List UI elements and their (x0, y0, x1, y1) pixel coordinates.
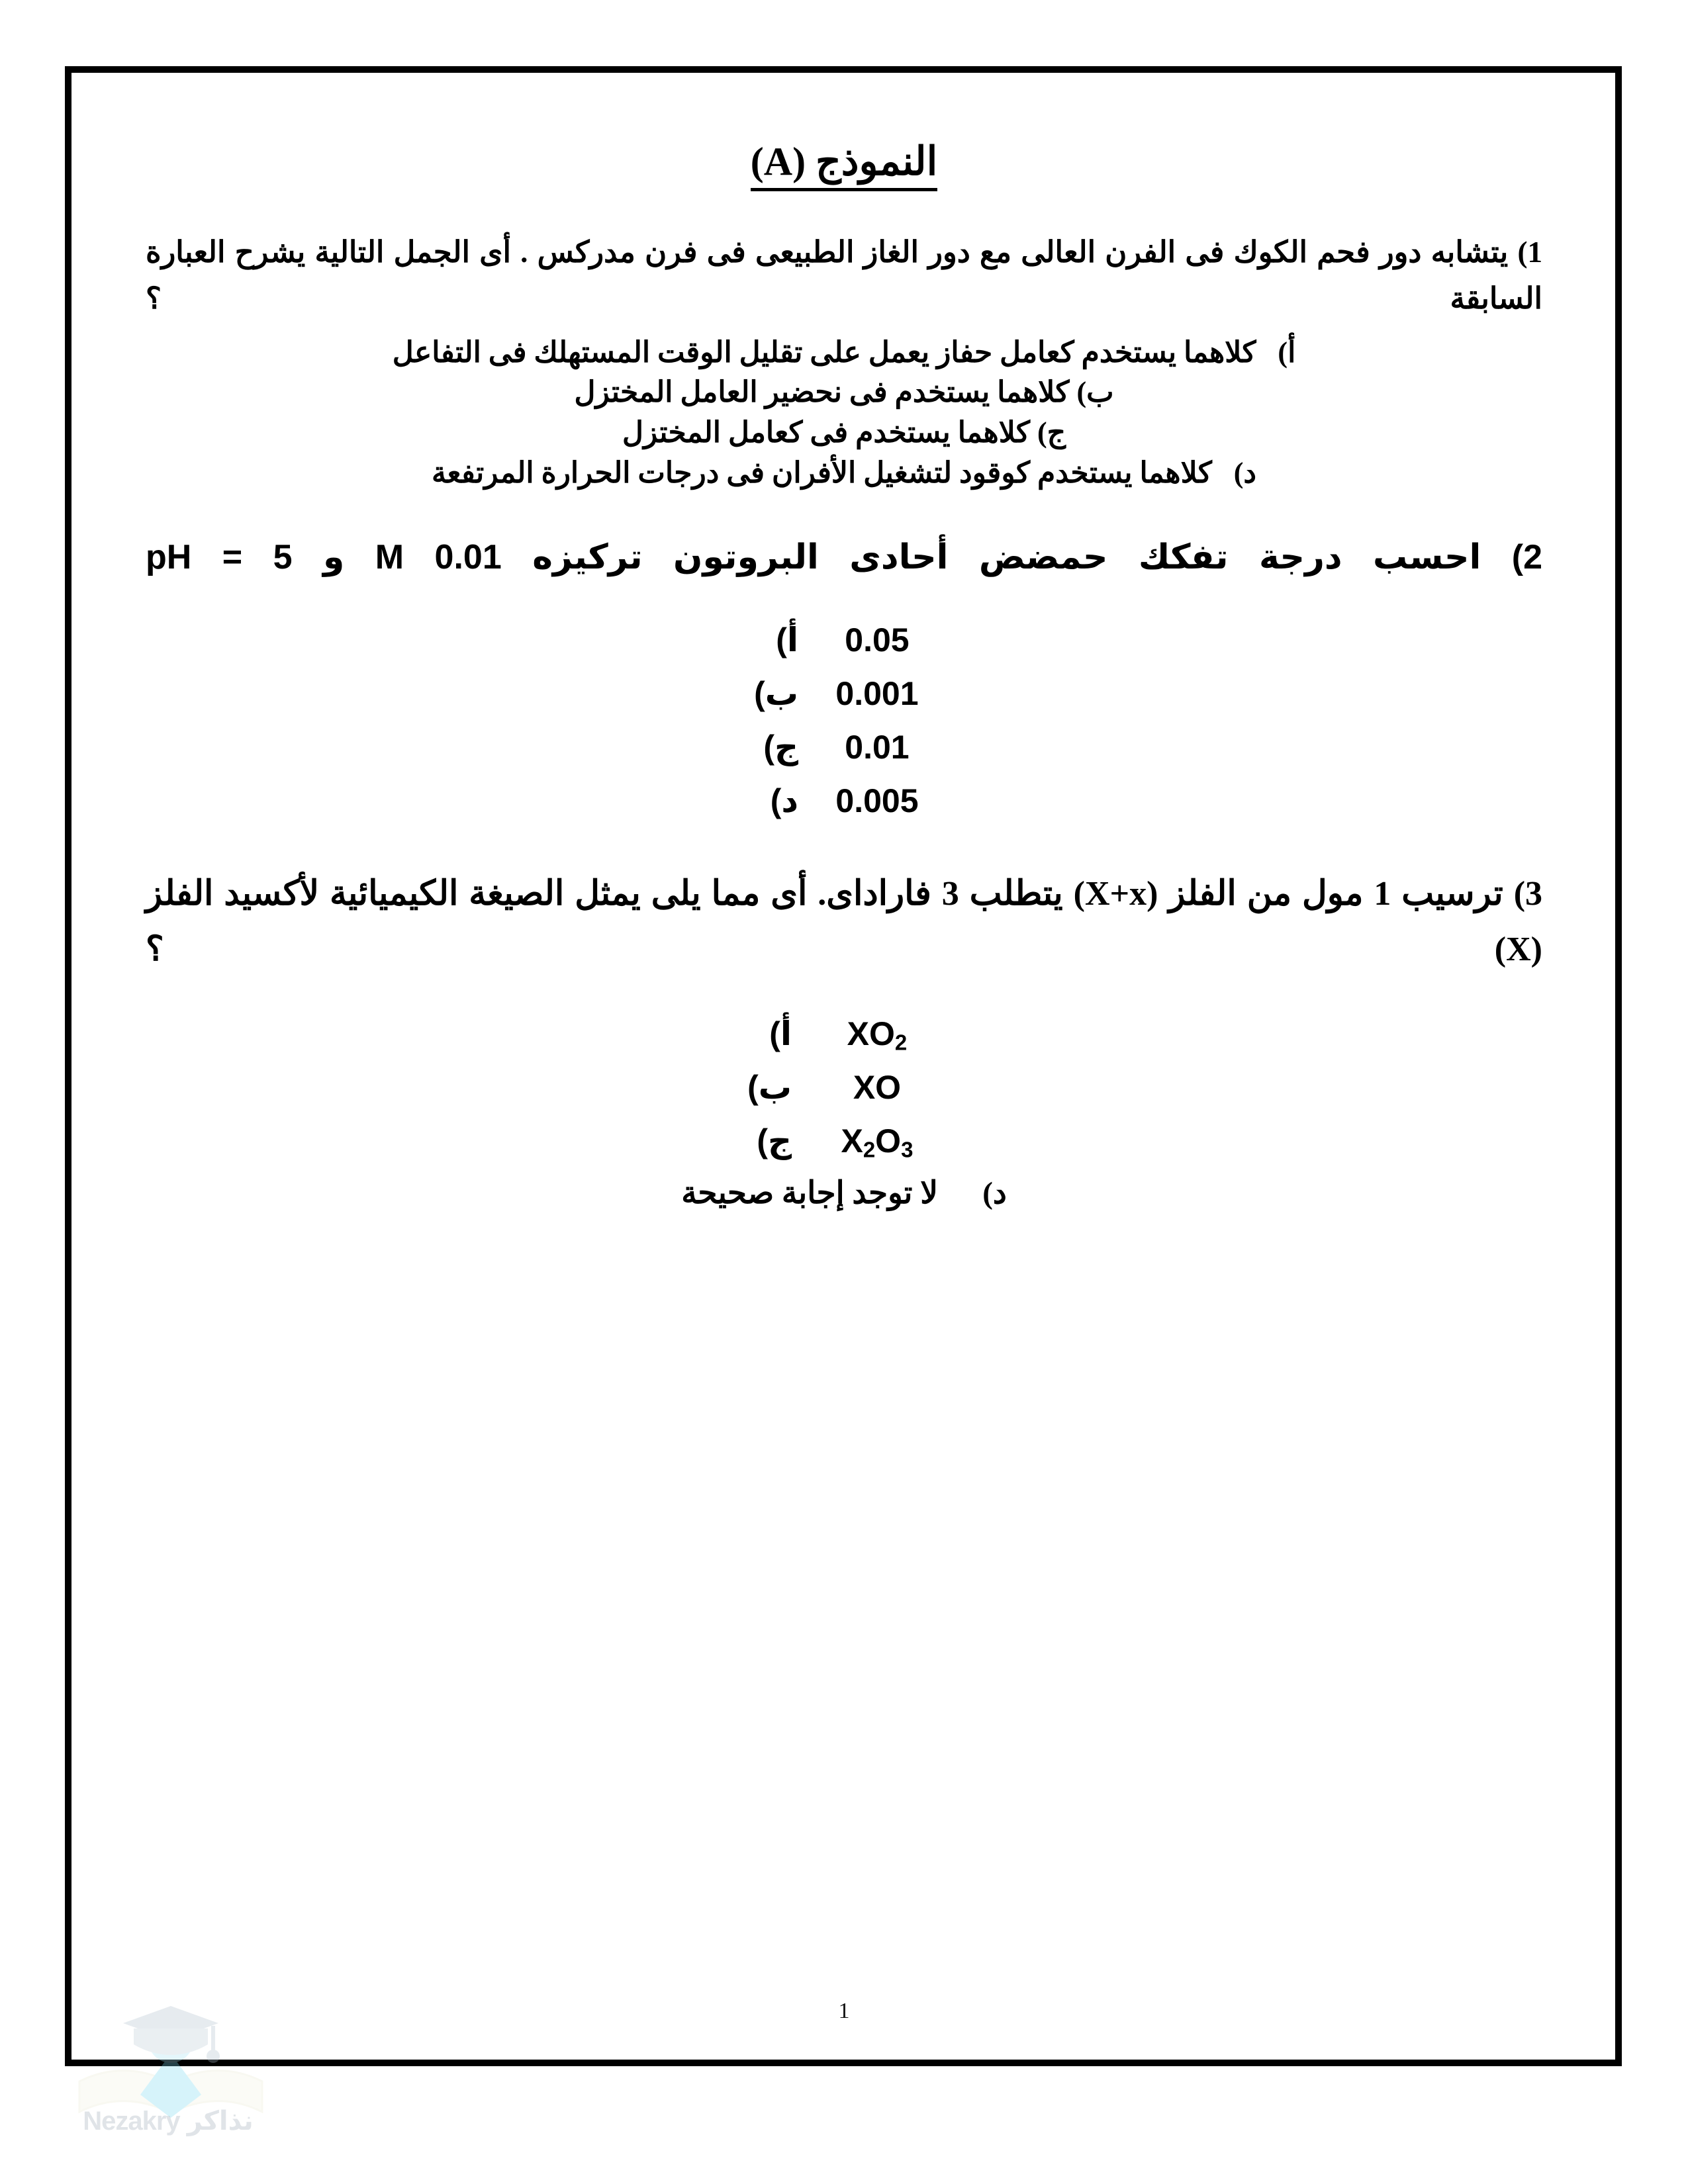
formula-main: X (841, 1122, 863, 1160)
option-text: كلاهما يستخدم كعامل حفاز يعمل على تقليل الوقت المستهلك فى التفاعل (392, 336, 1256, 369)
option-formula (801, 1007, 953, 1061)
formula-subscript: 2 (863, 1137, 876, 1161)
option-label: ج) (1037, 416, 1066, 449)
question-1-option-b[interactable] (146, 373, 1542, 413)
option-label: د) (770, 782, 799, 820)
option-label: أ) (776, 621, 799, 659)
question-3-stem (146, 866, 1542, 976)
formula-subscript: 2 (894, 1030, 908, 1054)
option-formula (801, 1115, 953, 1168)
formula-main: XO (847, 1015, 895, 1052)
question-1-number: 1) (1517, 236, 1542, 269)
question-2-options (146, 614, 1542, 828)
formula-main: XO (853, 1068, 902, 1106)
option-value: 0.01 (845, 729, 910, 766)
page-number: 1 (838, 1999, 850, 2023)
page-title (146, 138, 1542, 191)
question-2-stem-line-1: احسب درجة تفكك حمضض أحادى البروتون تركيزه 0.01 M و pH = 5 (146, 538, 1481, 577)
option-label: ج) (763, 729, 799, 766)
option-label: أ) (1278, 336, 1296, 369)
question-3-stem-line-2: الكيميائية لأكسيد الفلز (X) ؟ (146, 875, 1542, 968)
question-1-option-c[interactable] (146, 413, 1542, 453)
option-value: 0.05 (845, 621, 910, 659)
option-label: ب) (754, 675, 799, 713)
question-2-option-a[interactable] (146, 614, 1542, 667)
question-1-stem (146, 230, 1542, 322)
question-2-option-d[interactable] (146, 774, 1542, 828)
formula-subscript-2: 3 (901, 1137, 914, 1161)
question-3-option-b[interactable] (146, 1061, 1542, 1115)
option-label: د) (982, 1175, 1007, 1210)
option-text: كلاهما يستخدم فى نحضير العامل المختزل (574, 376, 1070, 409)
option-formula (801, 1061, 953, 1115)
question-2-stem (146, 531, 1542, 583)
option-text: لا توجد إجابة صحيحة (681, 1175, 939, 1210)
option-value: 0.005 (835, 782, 919, 820)
question-2 (146, 531, 1542, 828)
question-3-option-c[interactable] (146, 1115, 1542, 1168)
option-value: 0.001 (835, 675, 919, 713)
page-content (106, 99, 1582, 1218)
page-title-text: النموذج (A) (751, 138, 938, 191)
option-label: ج) (757, 1122, 792, 1160)
option-text: كلاهما يستخدم كوقود لتشغيل الأفران فى درجات الحرارة المرتفعة (431, 456, 1212, 489)
question-3 (146, 866, 1542, 1218)
question-3-stem-line-1: ترسيب 1 مول من الفلز (X+x) يتطلب 3 فاراداى. أى مما يلى يمثل الصيغة (469, 875, 1503, 913)
option-label: ب) (1076, 376, 1114, 409)
question-1-options (146, 333, 1542, 494)
question-3-option-d[interactable] (146, 1168, 1542, 1218)
question-1-stem-line-2: يشرح العبارة السابقة ؟ (146, 236, 1542, 315)
question-3-options (146, 1007, 1542, 1218)
question-2-number: 2) (1511, 538, 1543, 577)
option-text: كلاهما يستخدم فى كعامل المختزل (622, 416, 1030, 449)
question-1 (146, 230, 1542, 493)
question-3-option-a[interactable] (146, 1007, 1542, 1061)
option-label: أ) (769, 1015, 792, 1052)
question-2-option-c[interactable] (146, 721, 1542, 774)
question-2-option-b[interactable] (146, 667, 1542, 721)
question-3-number: 3) (1513, 875, 1543, 913)
watermark-text: نذاكر Nezakry (83, 2107, 254, 2136)
formula-tail: O (875, 1122, 902, 1160)
question-1-option-a[interactable] (146, 333, 1542, 373)
question-1-option-d[interactable] (146, 453, 1542, 494)
option-label: د) (1233, 456, 1257, 489)
option-label: ب) (747, 1068, 792, 1106)
question-1-stem-line-1: يتشابه دور فحم الكوك فى الفرن العالى مع دور الغاز الطبيعى فى فرن مدركس . أى الجمل التالية (314, 236, 1509, 269)
